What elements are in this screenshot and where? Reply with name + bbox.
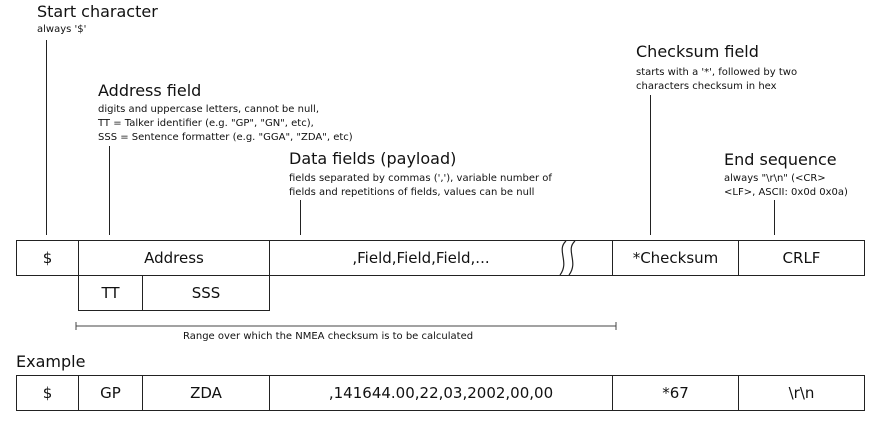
start-character-desc: always '$'	[37, 24, 87, 35]
start-character-title: Start character	[37, 2, 158, 21]
example-tt-cell: GP	[78, 375, 143, 411]
data-fields-desc-1: fields separated by commas (','), variable number of	[289, 173, 552, 184]
address-sss-cell: SSS	[142, 275, 270, 311]
example-end-cell: \r\n	[738, 375, 865, 411]
example-checksum-cell: *67	[612, 375, 739, 411]
format-end-cell: CRLF	[738, 240, 865, 276]
checksum-range-label: Range over which the NMEA checksum is to be calculated	[183, 331, 474, 342]
break-symbol	[556, 241, 578, 275]
end-sequence-desc-1: always "\r\n" (<CR>	[724, 173, 826, 184]
checksum-field-desc-1: starts with a '*', followed by two	[636, 67, 798, 78]
format-data-text: ,Field,Field,Field,...	[352, 249, 490, 267]
address-field-desc-3: SSS = Sentence formatter (e.g. "GGA", "ZDA", etc)	[98, 132, 353, 143]
checksum-range-line	[76, 322, 616, 330]
data-fields-title: Data fields (payload)	[289, 149, 457, 168]
end-sequence-desc-2: <LF>, ASCII: 0x0d 0x0a)	[724, 187, 848, 198]
format-start-cell: $	[16, 240, 79, 276]
data-fields-desc-2: fields and repetitions of fields, values can be null	[289, 187, 535, 198]
example-data-cell: ,141644.00,22,03,2002,00,00	[269, 375, 613, 411]
end-sequence-title: End sequence	[724, 150, 837, 169]
address-field-desc-1: digits and uppercase letters, cannot be null,	[98, 104, 320, 115]
example-start-cell: $	[16, 375, 79, 411]
checksum-field-desc-2: characters checksum in hex	[636, 81, 777, 92]
format-address-cell: Address	[78, 240, 270, 276]
address-field-title: Address field	[98, 81, 202, 100]
address-tt-cell: TT	[78, 275, 143, 311]
checksum-field-title: Checksum field	[636, 42, 759, 61]
address-field-desc-2: TT = Talker identifier (e.g. "GP", "GN", etc),	[98, 118, 314, 129]
example-label: Example	[16, 352, 86, 371]
format-checksum-cell: *Checksum	[612, 240, 739, 276]
example-sss-cell: ZDA	[142, 375, 270, 411]
